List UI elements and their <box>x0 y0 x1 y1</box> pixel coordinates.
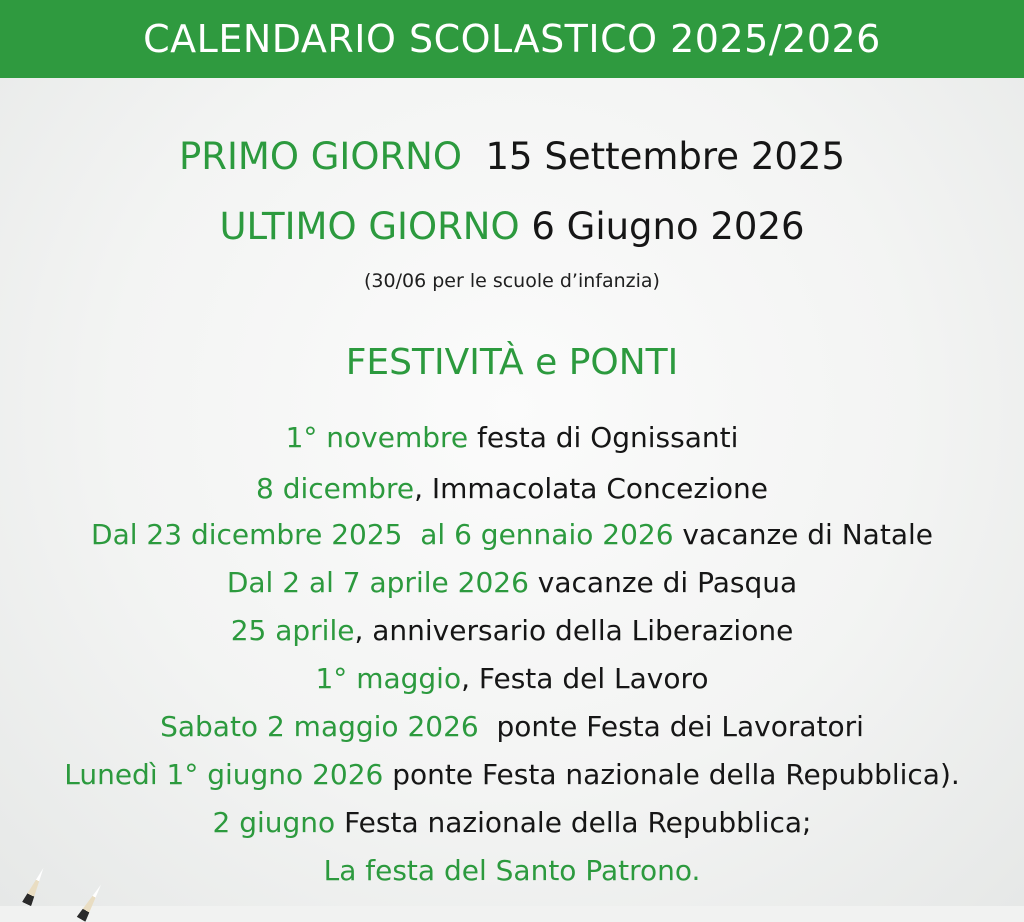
holiday-desc: ponte Festa nazionale della Repubblica). <box>383 758 960 791</box>
holiday-desc: vacanze di Pasqua <box>528 566 798 599</box>
holiday-item <box>0 421 1024 454</box>
first-day-line <box>0 135 1024 178</box>
holiday-desc: vacanze di Natale <box>673 518 933 551</box>
holiday-date: 8 dicembre <box>256 472 415 505</box>
holiday-date: 25 aprile <box>230 614 355 647</box>
holiday-date: 2 giugno <box>212 806 336 839</box>
first-day-label: PRIMO GIORNO <box>179 135 462 178</box>
holiday-date: Lunedì 1° giugno 2026 <box>64 758 384 791</box>
holiday-item <box>0 566 1024 599</box>
holiday-date: Dal 2 al 7 aprile 2026 <box>226 566 529 599</box>
holiday-date: 1° novembre <box>285 421 469 454</box>
header-banner <box>0 0 1024 78</box>
holiday-item <box>0 758 1024 791</box>
holiday-item <box>0 710 1024 743</box>
last-day-value: 6 Giugno 2026 <box>531 205 805 248</box>
holiday-date: Sabato 2 maggio 2026 <box>160 710 479 743</box>
holiday-item <box>0 806 1024 839</box>
holiday-desc: Festa nazionale della Repubblica; <box>335 806 812 839</box>
holiday-desc: ponte Festa dei Lavoratori <box>478 710 864 743</box>
holiday-desc: festa di Ognissanti <box>468 421 739 454</box>
holiday-item <box>0 662 1024 695</box>
holiday-item <box>0 518 1024 551</box>
holiday-item <box>0 854 1024 887</box>
page-title: CALENDARIO SCOLASTICO 2025/2026 <box>143 17 881 61</box>
holiday-date: La festa del Santo Patrono. <box>323 854 701 887</box>
holiday-desc: , anniversario della Liberazione <box>354 614 794 647</box>
holiday-item <box>0 614 1024 647</box>
holiday-date: Dal 23 dicembre 2025 al 6 gennaio 2026 <box>91 518 674 551</box>
holiday-desc: , Festa del Lavoro <box>461 662 709 695</box>
infanzia-note: (30/06 per le scuole d’infanzia) <box>364 270 660 292</box>
last-day-line <box>0 205 1024 248</box>
last-day-label: ULTIMO GIORNO <box>219 205 520 248</box>
first-day-value: 15 Settembre 2025 <box>485 135 845 178</box>
holiday-item <box>0 472 1024 505</box>
holiday-desc: , Immacolata Concezione <box>414 472 768 505</box>
holiday-date: 1° maggio <box>315 662 462 695</box>
holidays-title: FESTIVITÀ e PONTI <box>345 342 679 383</box>
